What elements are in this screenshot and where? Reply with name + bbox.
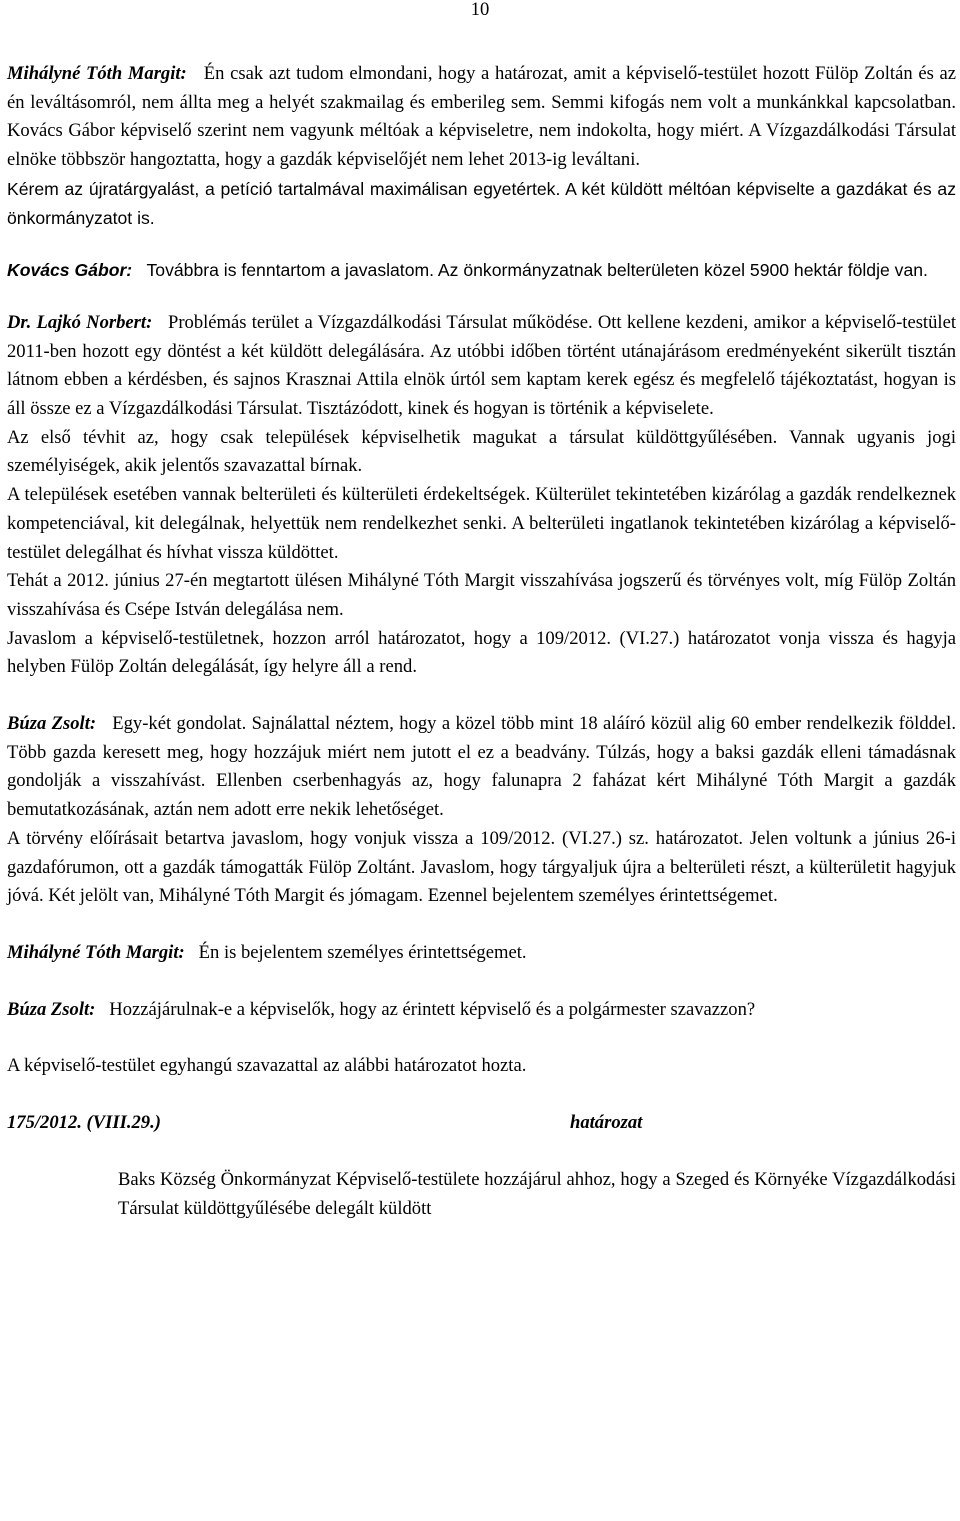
spacer (7, 232, 956, 256)
paragraph (7, 825, 956, 911)
paragraph-text: Kérem az újratárgyalást, a petíció tartalmával maximálisan egyetértek. A két küldött méltóan képviselte a gazdákat és az önkormányzatot is. (7, 178, 956, 228)
resolution-header (7, 1109, 956, 1138)
paragraph (7, 256, 956, 285)
speaker-name: Búza Zsolt: (7, 713, 97, 735)
speech-block (7, 60, 956, 232)
paragraph (7, 424, 956, 481)
spacer (7, 1024, 956, 1052)
paragraph-text: Hozzájárulnak-e a képviselők, hogy az érintett képviselő és a polgármester szavazzon? (109, 998, 756, 1020)
paragraph (7, 710, 956, 825)
paragraph-text: Problémás terület a Vízgazdálkodási Társulat működése. Ott kellene kezdeni, amikor a képviselő-testület 2011-ben hozott egy döntést a két küldött delegálására. Az utóbbi időben történt utánajárásom eredményeként sikerült tisztán látnom ebben a kérdésben, és sajnos Krasznai Attila elnök úrtól sem kaptam kerek egész és megfelelő tájékoztatást, hogyan is áll össze ez a Vízgazdálkodási Társulat. Tisztázódott, kinek és hogyan is történik a képviselete. (7, 311, 956, 420)
paragraph (7, 175, 956, 232)
speech-block (7, 309, 956, 682)
paragraph-text: Az első tévhit az, hogy csak települések képviselhetik magukat a társulat küldöttgyűlésében. Vannak ugyanis jogi személyiségek, akik jelentős szavazattal bírnak. (7, 426, 956, 477)
resolution-number: 175/2012. (VIII.29.) (7, 1112, 161, 1134)
paragraph (7, 567, 956, 624)
speech-block (7, 996, 956, 1025)
speech-block (7, 710, 956, 911)
paragraph-text: Én csak azt tudom elmondani, hogy a határozat, amit a képviselő-testület hozott Fülöp Zoltán és az én leváltásomról, nem állta meg a helyét szakmailag és emberileg sem. Semmi kifogás nem volt a munkánkkal kapcsolatban. Kovács Gábor képviselő szerint nem vagyunk méltóak a képviseletre, nem indokolta, hogy miért. A Vízgazdálkodási Társulat elnöke többször hangoztatta, hogy a gazdák képviselőjét nem lehet 2013-ig leváltani. (7, 63, 956, 171)
vote-statement: A képviselő-testület egyhangú szavazattal az alábbi határozatot hozta. (7, 1055, 527, 1077)
paragraph-text: Javaslom a képviselő-testületnek, hozzon arról határozatot, hogy a 109/2012. (VI.27.) határozatot vonja vissza és hagyja helyben Fülöp Zoltán delegálását, így helyre áll a rend. (7, 627, 956, 678)
paragraph (7, 309, 956, 424)
paragraph (7, 481, 956, 567)
spacer (7, 911, 956, 939)
resolution-text: Baks Község Önkormányzat Képviselő-testülete hozzájárul ahhoz, hogy a Szeged és Környéke Vízgazdálkodási Társulat küldöttgyűlésébe delegált küldött (118, 1168, 956, 1219)
paragraph-text: Tehát a 2012. június 27-én megtartott ülésen Mihályné Tóth Margit visszahívása jogszerű és törvényes volt, míg Fülöp Zoltán visszahívása és Csépe István delegálása nem. (7, 570, 956, 620)
speaker-name: Dr. Lajkó Norbert: (7, 311, 153, 333)
paragraph (7, 996, 956, 1025)
spacer (7, 1138, 956, 1166)
document-body (7, 60, 956, 1223)
paragraph-text: Egy-két gondolat. Sajnálattal néztem, hogy a közel több mint 18 aláíró közül alig 60 ember rendelkezik földdel. Több gazda keresett meg, hogy hozzájuk miért nem jutott el ez a beadvány. Túlzás, hogy a baksi gazdák elleni támadásnak gondolják a visszahívást. Ellenben cserbenhagyás az, hogy falunapra 2 faházat kért Mihályné Tóth Margit a gazdák bemutatkozásának, aztán nem adott erre nekik lehetőséget. (7, 713, 956, 821)
page-number: 10 (470, 0, 490, 20)
speaker-name: Kovács Gábor: (7, 260, 133, 281)
paragraph-text: Továbbra is fenntartom a javaslatom. Az önkormányzatnak belterületen közel 5900 hektár földje van. (146, 260, 928, 281)
paragraph (7, 625, 956, 682)
speech-block (7, 939, 956, 968)
paragraph (7, 60, 956, 175)
paragraph-text: A törvény előírásait betartva javaslom, hogy vonjuk vissza a 109/2012. (VI.27.) sz. határozatot. Jelen voltunk a június 26-i gazdafórumon, ott a gazdák támogatták Fülöp Zoltánt. Javaslom, hogy tárgyaljuk újra a belterületi részt, a külterületit hagyjuk jóvá. Két jelölt van, Mihályné Tóth Margit és jómagam. Ezennel bejelentem személyes érintettségemet. (7, 827, 956, 907)
speaker-name: Búza Zsolt: (7, 998, 96, 1020)
resolution-label: határozat (570, 1112, 643, 1134)
paragraph-text: Én is bejelentem személyes érintettségemet. (198, 941, 527, 963)
paragraph (7, 939, 956, 968)
spacer (7, 682, 956, 710)
speaker-name: Mihályné Tóth Margit: (7, 63, 187, 84)
spacer (7, 1081, 956, 1109)
paragraph-text: A települések esetében vannak belterületi és külterületi érdekeltségek. Külterület tekintetében kizárólag a gazdák rendelkeznek kompetenciával, kit delegálnak, helyettük nem rendelkezhet senki. A belterületi ingatlanok tekintetében kizárólag a képviselő-testület delegálhat és hívhat vissza küldöttet. (7, 484, 956, 563)
spacer (7, 968, 956, 996)
spacer (7, 285, 956, 309)
speaker-name: Mihályné Tóth Margit: (7, 941, 185, 963)
speech-block (7, 256, 956, 285)
